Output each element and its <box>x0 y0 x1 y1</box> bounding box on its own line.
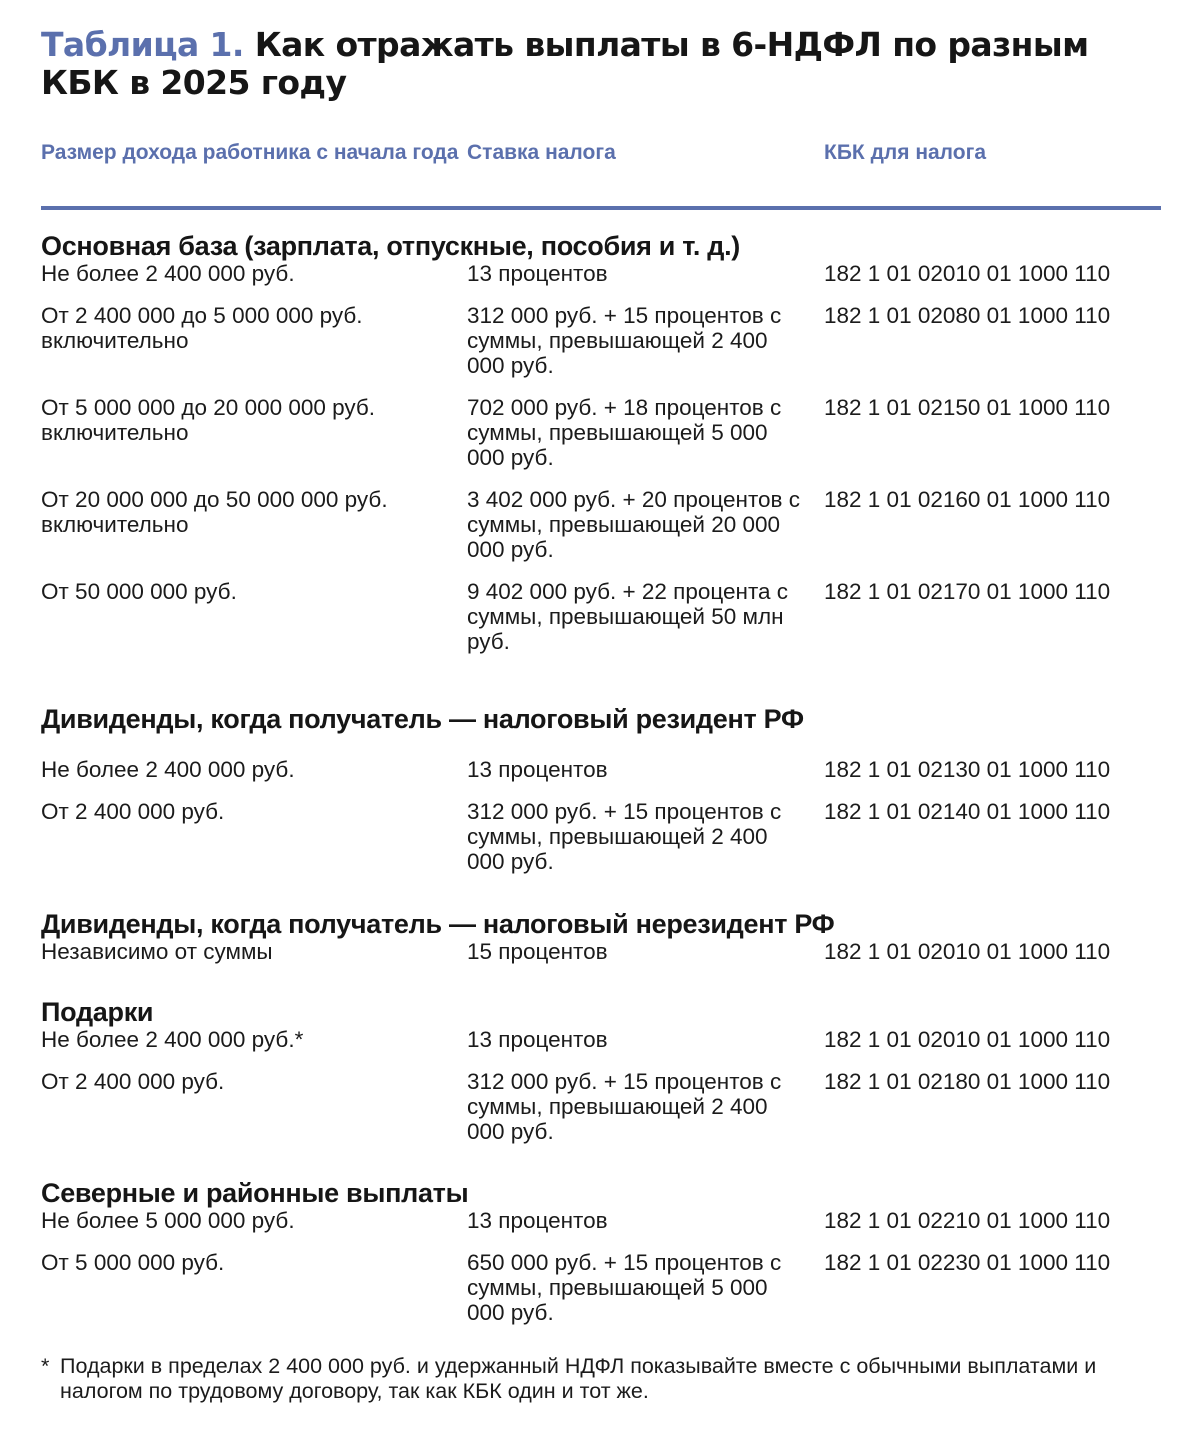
cell-rate: 13 процентов <box>467 1027 608 1052</box>
cell-income: От 5 000 000 руб. <box>41 1250 225 1275</box>
section-gifts <box>41 997 1161 1149</box>
cell-income: Не более 2 400 000 руб. <box>41 757 295 782</box>
table-row <box>41 1069 1161 1149</box>
section-main-base <box>41 231 1161 659</box>
table-row <box>41 1208 1161 1250</box>
table-row <box>41 1027 1161 1069</box>
cell-income: От 20 000 000 до 50 000 000 руб. включительно <box>41 487 388 537</box>
column-header-kbk: КБК для налога <box>824 141 987 164</box>
cell-kbk: 182 1 01 02230 01 1000 110 <box>824 1250 1111 1275</box>
cell-income: От 5 000 000 до 20 000 000 руб. включительно <box>41 395 376 445</box>
section-title: Основная база (зарплата, отпускные, пособия и т. д.) <box>41 231 740 261</box>
table-row <box>41 303 1161 395</box>
cell-rate: 13 процентов <box>467 1208 608 1233</box>
section-northern-payments <box>41 1178 1161 1330</box>
table-number: Таблица 1. <box>41 25 244 64</box>
table-row <box>41 799 1161 879</box>
cell-kbk: 182 1 01 02080 01 1000 110 <box>824 303 1111 328</box>
cell-income: От 2 400 000 руб. <box>41 799 225 824</box>
section-title: Дивиденды, когда получатель — налоговый резидент РФ <box>41 704 804 734</box>
cell-rate: 702 000 руб. + 18 процентов с суммы, превышающей 5 000 000 руб. <box>467 395 782 470</box>
cell-rate: 312 000 руб. + 15 процентов с суммы, превышающей 2 400 000 руб. <box>467 303 782 378</box>
cell-rate: 13 процентов <box>467 261 608 286</box>
cell-rate: 312 000 руб. + 15 процентов с суммы, превышающей 2 400 000 руб. <box>467 799 782 874</box>
cell-rate: 13 процентов <box>467 757 608 782</box>
table-row <box>41 757 1161 799</box>
cell-income: Не более 2 400 000 руб.* <box>41 1027 304 1052</box>
footnote-text: Подарки в пределах 2 400 000 руб. и удержанный НДФЛ показывайте вместе с обычными выплатами и налогом по трудовому договору, так как КБК один и тот же. <box>60 1354 1097 1403</box>
section-title: Дивиденды, когда получатель — налоговый нерезидент РФ <box>41 909 835 939</box>
cell-kbk: 182 1 01 02150 01 1000 110 <box>824 395 1111 420</box>
cell-income: Независимо от суммы <box>41 939 273 964</box>
table-row <box>41 939 1161 969</box>
section-title: Северные и районные выплаты <box>41 1178 469 1208</box>
cell-kbk: 182 1 01 02170 01 1000 110 <box>824 579 1111 604</box>
table-title <box>41 26 1161 102</box>
cell-rate: 3 402 000 руб. + 20 процентов с суммы, превышающей 20 000 000 руб. <box>467 487 800 562</box>
table-row <box>41 1250 1161 1330</box>
table-header <box>41 140 1161 196</box>
section-title: Подарки <box>41 997 154 1027</box>
cell-kbk: 182 1 01 02010 01 1000 110 <box>824 1027 1111 1052</box>
table-row <box>41 579 1161 659</box>
document-page <box>41 25 1161 1403</box>
cell-rate: 15 процентов <box>467 939 608 964</box>
cell-kbk: 182 1 01 02010 01 1000 110 <box>824 939 1111 964</box>
cell-income: Не более 2 400 000 руб. <box>41 261 295 286</box>
cell-income: От 50 000 000 руб. <box>41 579 237 604</box>
cell-kbk: 182 1 01 02130 01 1000 110 <box>824 757 1111 782</box>
header-divider <box>41 206 1161 210</box>
table-row <box>41 261 1161 303</box>
cell-income: От 2 400 000 руб. <box>41 1069 225 1094</box>
cell-rate: 650 000 руб. + 15 процентов с суммы, превышающей 5 000 000 руб. <box>467 1250 782 1325</box>
cell-kbk: 182 1 01 02210 01 1000 110 <box>824 1208 1111 1233</box>
table-row <box>41 395 1161 487</box>
cell-kbk: 182 1 01 02160 01 1000 110 <box>824 487 1111 512</box>
cell-rate: 312 000 руб. + 15 процентов с суммы, превышающей 2 400 000 руб. <box>467 1069 782 1144</box>
table-title-text: Как отражать выплаты в 6-НДФЛ по разным КБК в 2025 году <box>41 25 1089 102</box>
section-dividends-resident <box>41 704 1161 879</box>
cell-kbk: 182 1 01 02140 01 1000 110 <box>824 799 1111 824</box>
cell-kbk: 182 1 01 02010 01 1000 110 <box>824 261 1111 286</box>
column-header-rate: Ставка налога <box>467 141 616 164</box>
cell-rate: 9 402 000 руб. + 22 процента с суммы, превышающей 50 млн руб. <box>467 579 789 654</box>
section-dividends-nonresident <box>41 909 1161 969</box>
cell-kbk: 182 1 01 02180 01 1000 110 <box>824 1069 1111 1094</box>
footnote-mark: * <box>41 1354 50 1378</box>
table-row <box>41 487 1161 579</box>
column-header-income: Размер дохода работника с начала года <box>41 141 459 164</box>
cell-income: От 2 400 000 до 5 000 000 руб. включительно <box>41 303 363 353</box>
cell-income: Не более 5 000 000 руб. <box>41 1208 295 1233</box>
